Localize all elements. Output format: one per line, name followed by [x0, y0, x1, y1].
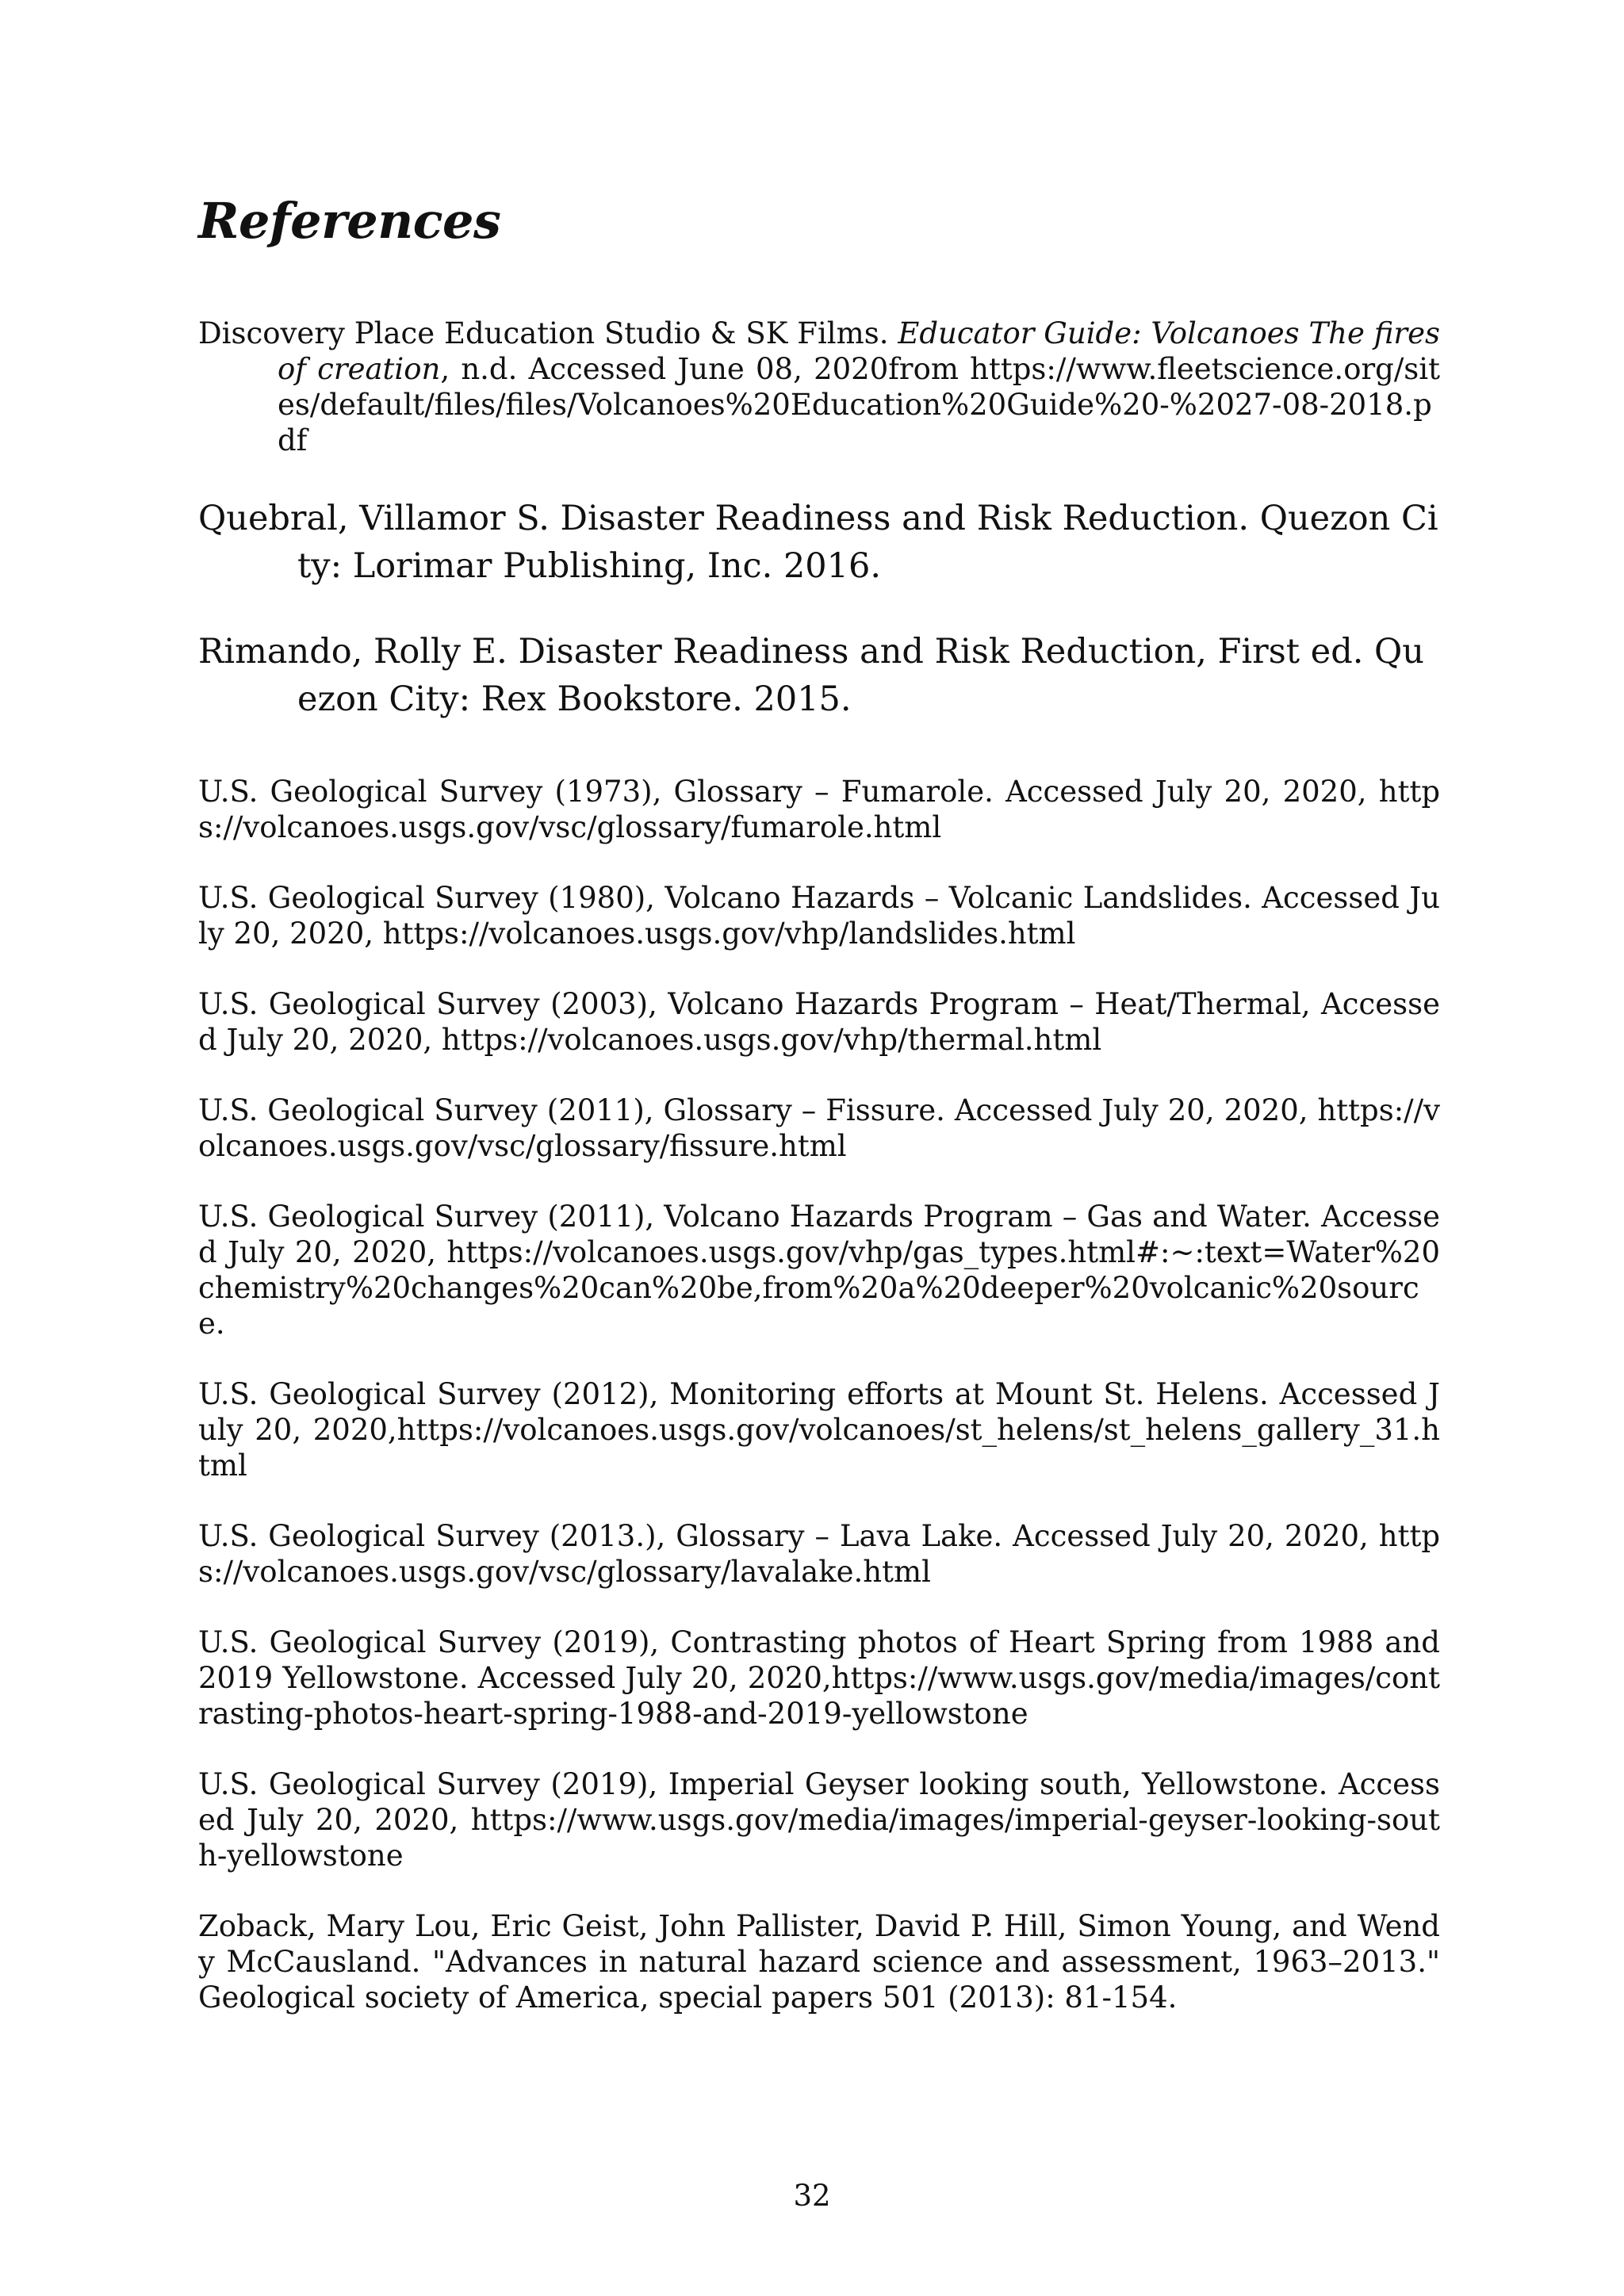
- reference-entry-usgs-2019-imperial-geyser: U.S. Geological Survey (2019), Imperial Geyser looking south, Yellowstone. Accessed July 20, 2020, https://www.usgs.gov/media/images/imperial-geyser-looking-south-yellowstone: [198, 1767, 1440, 1873]
- reference-entry-zoback: Zoback, Mary Lou, Eric Geist, John Pallister, David P. Hill, Simon Young, and Wendy McCausland. "Advances in natural hazard science and assessment, 1963–2013." Geological society of America, special papers 501 (2013): 81-154.: [198, 1909, 1440, 2015]
- reference-entry-usgs-2013: U.S. Geological Survey (2013.), Glossary – Lava Lake. Accessed July 20, 2020, https://volcanoes.usgs.gov/vsc/glossary/lavalake.html: [198, 1519, 1440, 1589]
- reference-entry-usgs-2011-gas: U.S. Geological Survey (2011), Volcano Hazards Program – Gas and Water. Accessed July 20, 2020, https://volcanoes.usgs.gov/vhp/gas_types.html#:~:text=Water%20chemistry%20changes%20can%20be,from%20a%20deeper%20volcanic%20source.: [198, 1200, 1440, 1341]
- reference-entry-usgs-1980: U.S. Geological Survey (1980), Volcano Hazards – Volcanic Landslides. Accessed July 20, 2020, https://volcanoes.usgs.gov/vhp/landslides.html: [198, 881, 1440, 951]
- reference-entry-usgs-2011-fissure: U.S. Geological Survey (2011), Glossary – Fissure. Accessed July 20, 2020, https://volcanoes.usgs.gov/vsc/glossary/fissure.html: [198, 1093, 1440, 1163]
- page-number: 32: [793, 2179, 831, 2213]
- reference-text: , n.d. Accessed June 08, 2020from https://www.fleetscience.org/sites/default/files/files/Volcanoes%20Education%20Guide%20-%2027-08-2018.pdf: [278, 352, 1440, 457]
- page-title: References: [198, 192, 501, 250]
- reference-entry-usgs-2003: U.S. Geological Survey (2003), Volcano Hazards Program – Heat/Thermal, Accessed July 20, 2020, https://volcanoes.usgs.gov/vhp/thermal.html: [198, 987, 1440, 1057]
- reference-entry-quebral: Quebral, Villamor S. Disaster Readiness and Risk Reduction. Quezon City: Lorimar Publishing, Inc. 2016.: [198, 499, 1438, 586]
- reference-entry-usgs-2012: U.S. Geological Survey (2012), Monitoring efforts at Mount St. Helens. Accessed July 20, 2020,https://volcanoes.usgs.gov/volcanoes/st_helens/st_helens_gallery_31.html: [198, 1377, 1440, 1483]
- reference-list: [198, 316, 1440, 2050]
- reference-text: Discovery Place Education Studio & SK Films.: [198, 316, 898, 350]
- reference-entry-discovery-place: [198, 316, 1440, 458]
- reference-title: Educator Guide: Volcanoes The fires of creation: [278, 316, 1440, 386]
- reference-entry-rimando: Rimando, Rolly E. Disaster Readiness and Risk Reduction, First ed. Quezon City: Rex Bookstore. 2015.: [198, 632, 1425, 719]
- reference-entry-usgs-2019-heart-spring: U.S. Geological Survey (2019), Contrasting photos of Heart Spring from 1988 and 2019 Yellowstone. Accessed July 20, 2020,https://www.usgs.gov/media/images/contrasting-photos-heart-spring-1988-and-2019-yellowstone: [198, 1625, 1440, 1731]
- reference-entry-usgs-1973: U.S. Geological Survey (1973), Glossary – Fumarole. Accessed July 20, 2020, https://volcanoes.usgs.gov/vsc/glossary/fumarole.html: [198, 775, 1440, 844]
